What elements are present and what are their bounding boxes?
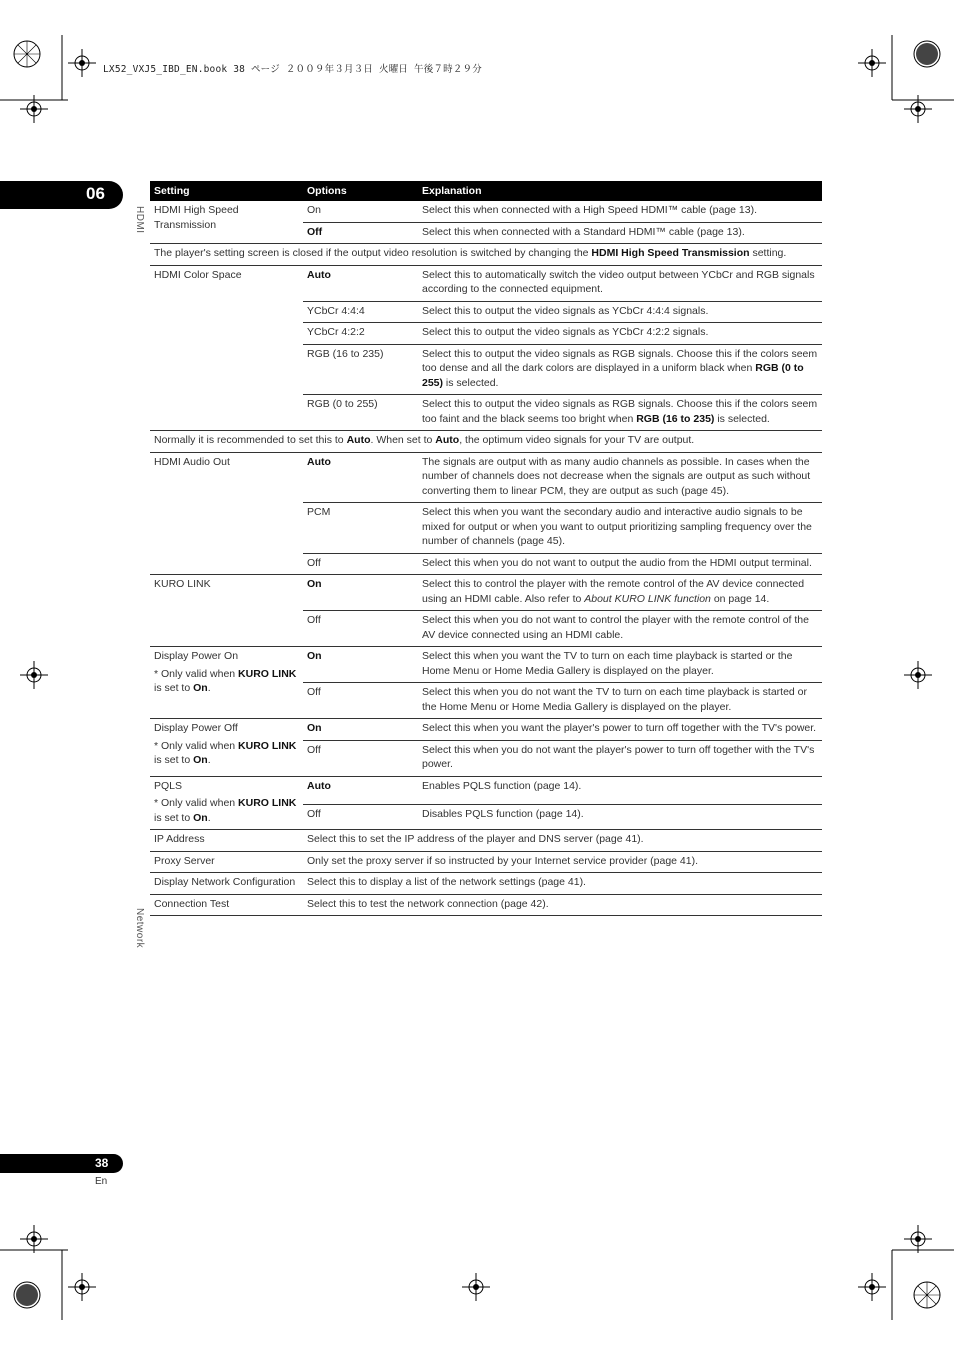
setting-condition-note: * Only valid when KURO LINK is set to On.: [154, 667, 297, 694]
section-label-network: Network: [134, 908, 145, 949]
option-value-default: On: [303, 719, 418, 741]
chapter-number: 06: [86, 184, 105, 203]
setting-explanation: Select this to display a list of the network settings (page 41).: [303, 873, 822, 895]
page-language: En: [95, 1176, 108, 1187]
table-row: [150, 647, 822, 683]
table-row: [150, 830, 822, 852]
option-explanation: The signals are output with as many audio channels as possible. In cases when the number of channels does not decrease when the signals are output as such without converting them to linear PCM, they are output as such (page 45).: [418, 452, 822, 503]
option-explanation: Select this when you want the secondary audio and interactive audio signals to be mixed for output or when you want to output prioritizing sampling frequency over the number of channels (page 45).: [418, 503, 822, 554]
print-header-info: LX52_VXJ5_IBD_EN.book 38 ページ ２００９年３月３日 火曜日 午後７時２９分: [103, 64, 482, 75]
option-value: YCbCr 4:4:4: [303, 301, 418, 323]
option-value: PCM: [303, 503, 418, 554]
option-explanation: Select this to output the video signals as YCbCr 4:4:4 signals.: [418, 301, 822, 323]
option-value: On: [303, 201, 418, 222]
option-value-default: On: [303, 575, 418, 611]
option-value-default: Auto: [303, 776, 418, 805]
setting-explanation: Select this to set the IP address of the player and DNS server (page 41).: [303, 830, 822, 852]
table-row: [150, 575, 822, 611]
section-label-hdmi: HDMI: [134, 206, 145, 234]
option-value-default: On: [303, 647, 418, 683]
option-explanation: Select this when you want the TV to turn on each time playback is started or the Home Menu or Home Media Gallery is displayed on the player.: [418, 647, 822, 683]
setting-name: HDMI Audio Out: [150, 452, 303, 575]
setting-name: KURO LINK: [150, 575, 303, 647]
table-row: [150, 452, 822, 503]
option-explanation: Select this when connected with a High Speed HDMI™ cable (page 13).: [418, 201, 822, 222]
option-value: Off: [303, 611, 418, 647]
setting-title: Display Power On: [154, 650, 239, 662]
setting-explanation: Select this to test the network connection (page 42).: [303, 894, 822, 916]
setting-name: IP Address: [150, 830, 303, 852]
setting-title: Display Power Off: [154, 722, 238, 734]
setting-title: PQLS: [154, 779, 183, 792]
option-value: Off: [303, 805, 418, 830]
setting-condition-note: * Only valid when KURO LINK is set to On.: [154, 739, 297, 766]
option-explanation: Select this when you do not want to control the player with the remote control of the AV device connected using an HDMI cable.: [418, 611, 822, 647]
table-row: [150, 776, 822, 805]
option-value: Off: [303, 683, 418, 719]
setting-name: [150, 647, 303, 719]
page-number: 38: [95, 1156, 109, 1170]
table-row: [150, 719, 822, 741]
option-value: Off: [303, 740, 418, 776]
setting-note: Normally it is recommended to set this to Auto. When set to Auto, the optimum video signals for your TV are output.: [150, 431, 822, 453]
setting-note: The player's setting screen is closed if the output video resolution is switched by changing the HDMI High Speed Transmission setting.: [150, 244, 822, 266]
column-header-setting: Setting: [150, 181, 303, 201]
setting-name: HDMI High Speed Transmission: [150, 201, 303, 244]
option-explanation: Select this to automatically switch the video output between YCbCr and RGB signals according to the connected equipment.: [418, 265, 822, 301]
table-header-row: [150, 181, 822, 201]
option-value-default: Auto: [303, 452, 418, 503]
setting-name: [150, 719, 303, 777]
setting-name: Display Network Configuration: [150, 873, 303, 895]
option-value: Off: [303, 553, 418, 575]
setting-name: Connection Test: [150, 894, 303, 916]
table-row: [150, 201, 822, 222]
option-explanation: Select this when you do not want the TV to turn on each time playback is started or the Home Menu or Home Media Gallery is displayed on the player.: [418, 683, 822, 719]
table-row: [150, 894, 822, 916]
option-explanation: Enables PQLS function (page 14).: [418, 776, 822, 805]
option-explanation: Select this when connected with a Standard HDMI™ cable (page 13).: [418, 222, 822, 244]
option-explanation: Select this when you want the player's power to turn off together with the TV's power.: [418, 719, 822, 741]
setting-condition-note: * Only valid when KURO LINK is set to On.: [154, 797, 297, 824]
option-explanation: Select this to output the video signals as RGB signals. Choose this if the colors seem too faint and the black seems too bright when RGB (16 to 235) is selected.: [418, 395, 822, 431]
table-note-row: [150, 431, 822, 453]
column-header-options: Options: [303, 181, 418, 201]
setting-name: HDMI Color Space: [150, 265, 303, 431]
option-value-default: Auto: [303, 265, 418, 301]
option-value-default: Off: [303, 222, 418, 244]
option-explanation: Disables PQLS function (page 14).: [418, 805, 822, 830]
setting-name: Proxy Server: [150, 851, 303, 873]
settings-table: [150, 181, 822, 916]
setting-explanation: Only set the proxy server if so instructed by your Internet service provider (page 41).: [303, 851, 822, 873]
setting-name: [150, 776, 303, 830]
option-explanation: Select this when you do not want to output the audio from the HDMI output terminal.: [418, 553, 822, 575]
option-value: RGB (0 to 255): [303, 395, 418, 431]
option-explanation: Select this to output the video signals as RGB signals. Choose this if the colors seem too dense and all the dark colors are displayed in a uniform black when RGB (0 to 255) is selected.: [418, 344, 822, 395]
table-row: [150, 265, 822, 301]
option-value: YCbCr 4:2:2: [303, 323, 418, 345]
option-value: RGB (16 to 235): [303, 344, 418, 395]
option-explanation: Select this to control the player with the remote control of the AV device connected using an HDMI cable. Also refer to About KURO LINK function on page 14.: [418, 575, 822, 611]
option-explanation: Select this when you do not want the player's power to turn off together with the TV's power.: [418, 740, 822, 776]
column-header-explanation: Explanation: [418, 181, 822, 201]
table-row: [150, 851, 822, 873]
option-explanation: Select this to output the video signals as YCbCr 4:2:2 signals.: [418, 323, 822, 345]
table-note-row: [150, 244, 822, 266]
table-row: [150, 873, 822, 895]
